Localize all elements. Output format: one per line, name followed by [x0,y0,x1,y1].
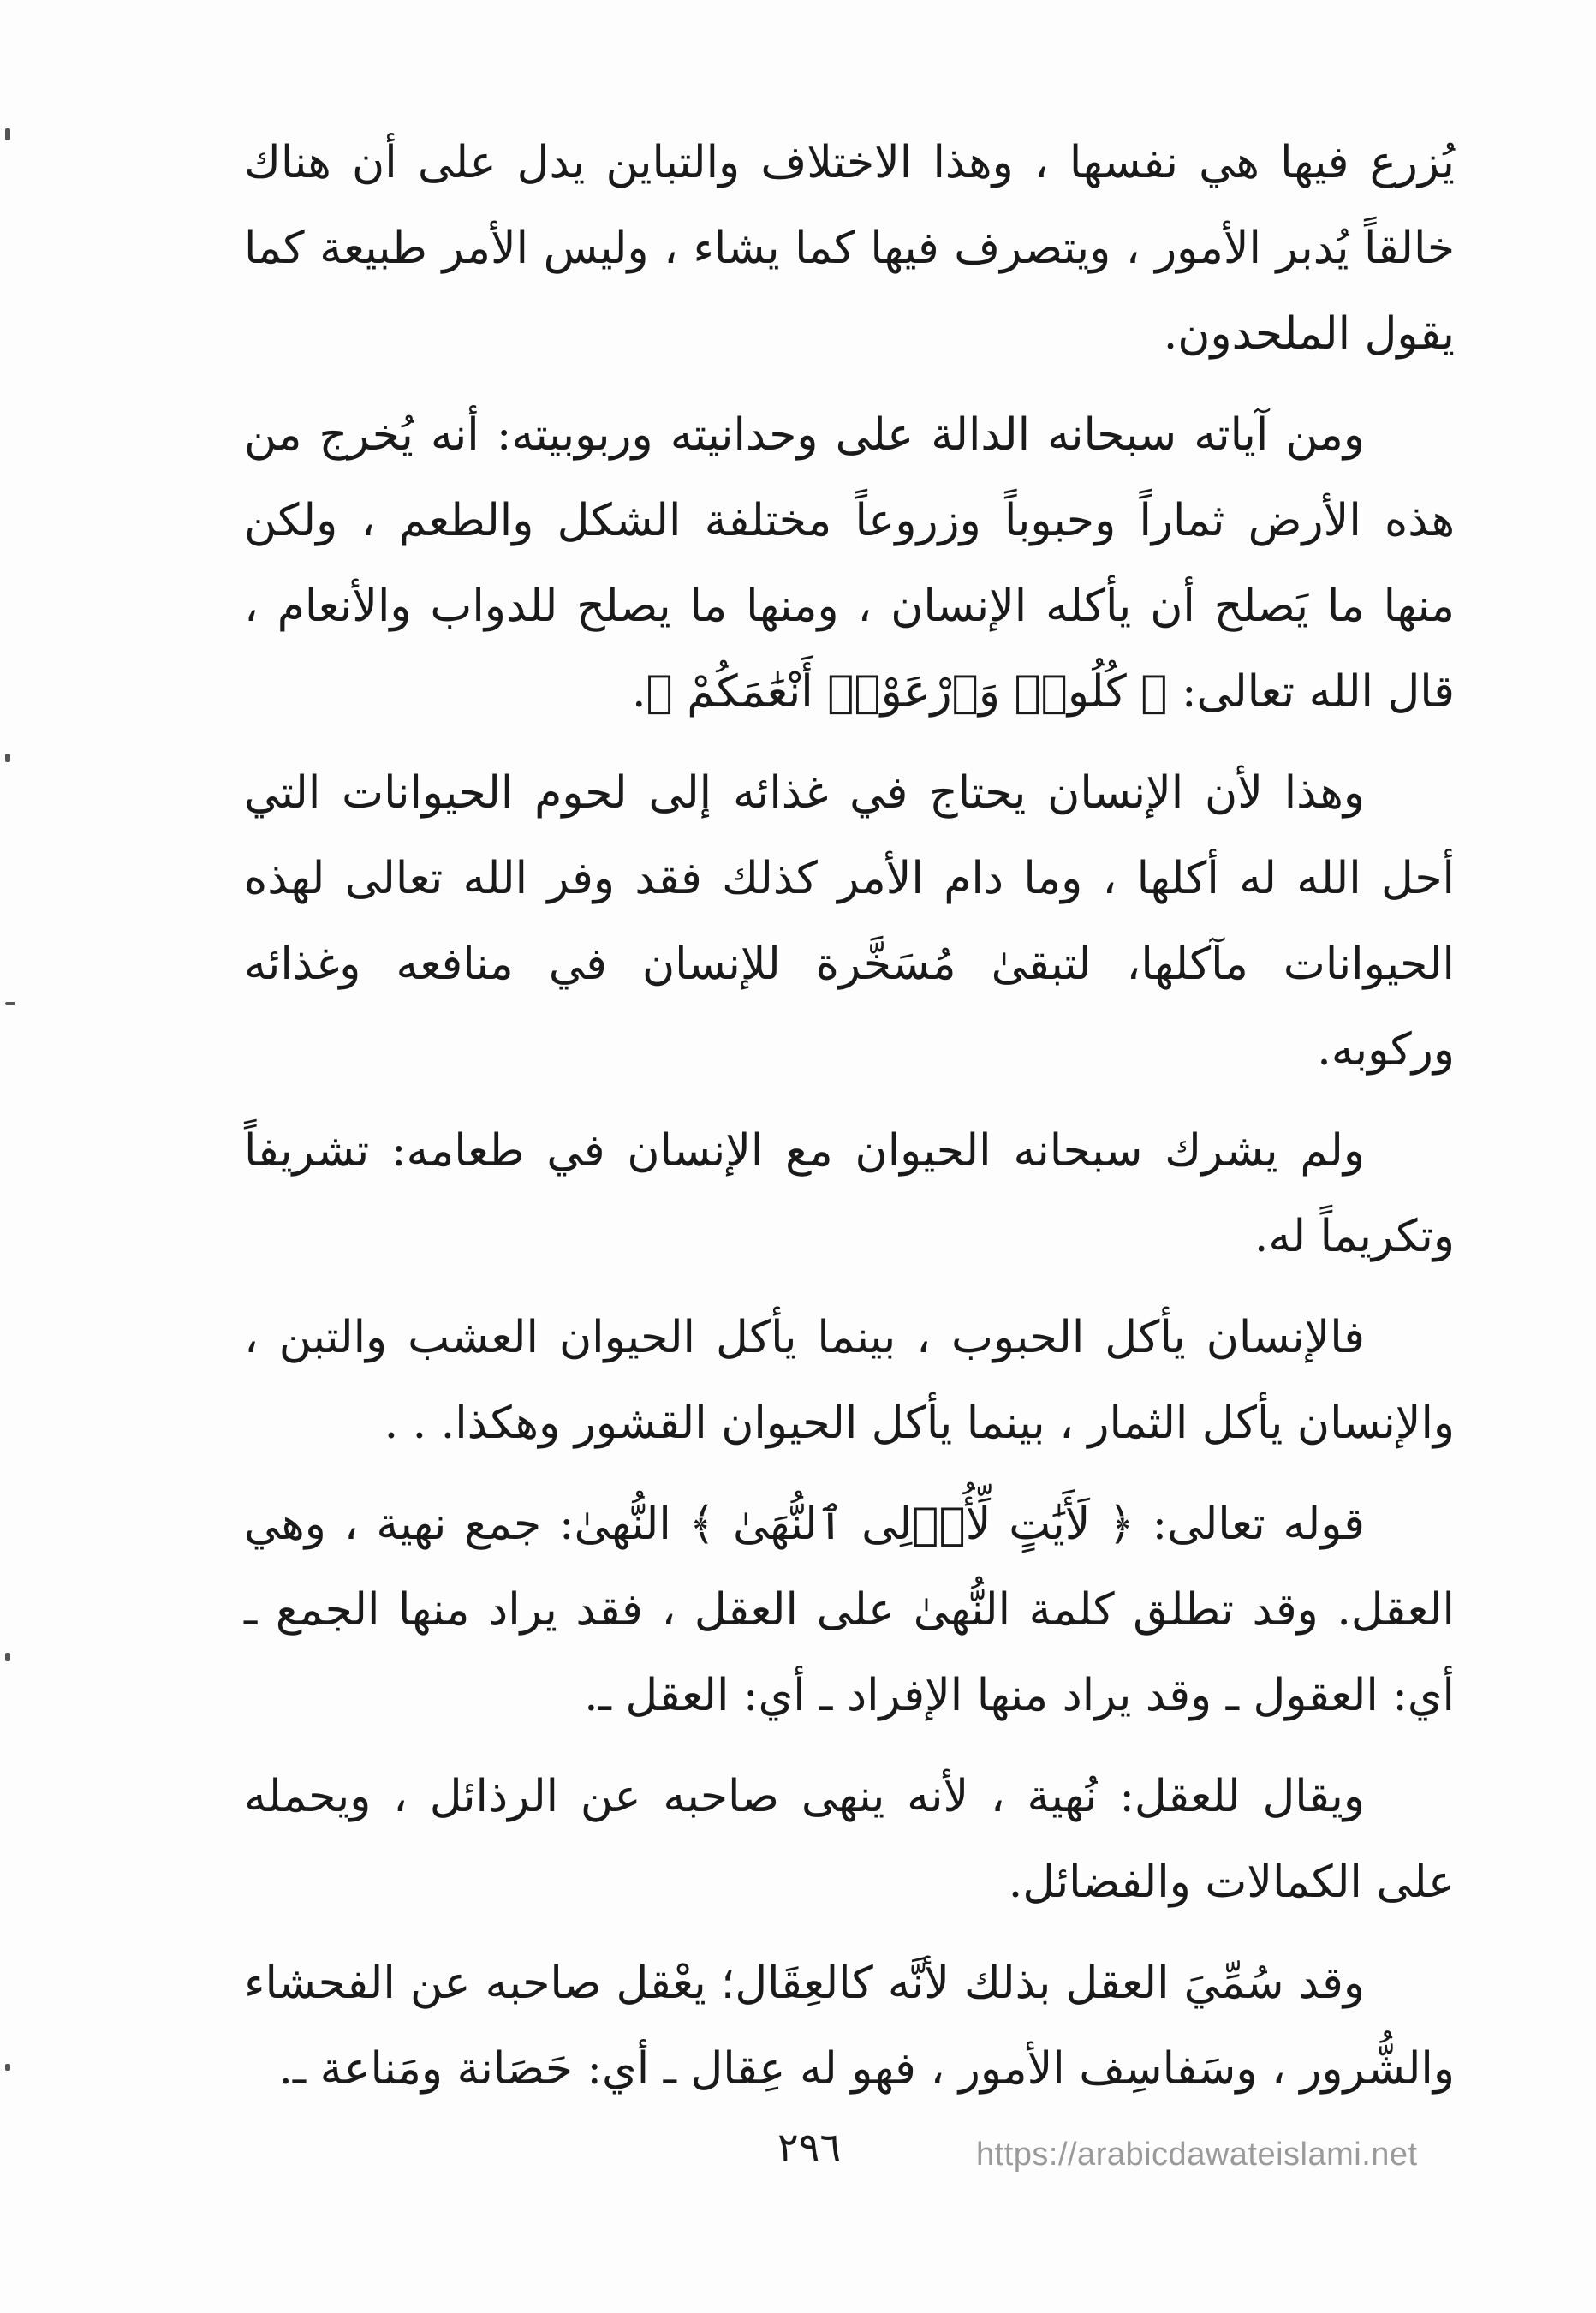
paragraph: ومن آياته سبحانه الدالة على وحدانيته وربوبيته: أنه يُخرج من هذه الأرض ثماراً وحبوباً وزروعاً مختلفة الشكل والطعم ، ولكن منها ما يَصلح أن يأكله الإنسان ، ومنها ما يصلح للدواب والأنعام ، قال الله تعالى: ﴿ كُلُوا۟ وَٱرْعَوْا۟ أَنْعَٰمَكُمْ ﴾. [244,409,1456,718]
paragraph: فالإنسان يأكل الحبوب ، بينما يأكل الحيوان العشب والتبن ، والإنسان يأكل الثمار ، بينما يأكل الحيوان القشور وهكذا. . . [244,1312,1455,1449]
paragraph: قوله تعالى: ﴿ لَأَيَٰتٍ لِّأُو۟لِى ٱلنُّهَىٰ ﴾ النُّهىٰ: جمع نهية ، وهي العقل. وقد تطلق كلمة النُّهىٰ على العقل ، فقد يراد منها الجمع ـ أي: العقول ـ وقد يراد منها الإفراد ـ أي: العقل ـ. [244,1499,1455,1721]
scan-mark [5,1653,10,1661]
body-text [244,120,1455,2127]
paragraph: ولم يشرك سبحانه الحيوان مع الإنسان في طعامه: تشريفاً وتكريماً له. [244,1125,1455,1262]
paragraph: وهذا لأن الإنسان يحتاج في غذائه إلى لحوم الحيوانات التي أحل الله له أكلها ، وما دام الأمر كذلك فقد وفر الله تعالى لهذه الحيوانات مآكلها، لتبقىٰ مُسَخَّرة للإنسان في منافعه وغذائه وركوبه. [244,767,1455,1076]
scan-mark [5,128,10,140]
paragraph: وقد سُمِّيَ العقل بذلك لأنَّه كالعِقَال؛ يعْقل صاحبه عن الفحشاء والشُّرور ، وسَفاسِف الأمور ، فهو له عِقال ـ أي: حَصَانة ومَناعة ـ. [244,1958,1455,2095]
watermark-url: https://arabicdawateislami.net [976,2137,1418,2173]
scan-mark [5,1002,15,1005]
page-number: ٢٩٦ [777,2124,842,2170]
scan-mark [5,2064,10,2071]
scan-mark [5,754,10,762]
paragraph: يُزرع فيها هي نفسها ، وهذا الاختلاف والتباين يدل على أن هناك خالقاً يُدبر الأمور ، ويتصرف فيها كما يشاء ، وليس الأمر طبيعة كما يقول الملحدون. [244,137,1455,360]
paragraph: ويقال للعقل: نُهية ، لأنه ينهى صاحبه عن الرذائل ، ويحمله على الكمالات والفضائل. [244,1771,1455,1908]
